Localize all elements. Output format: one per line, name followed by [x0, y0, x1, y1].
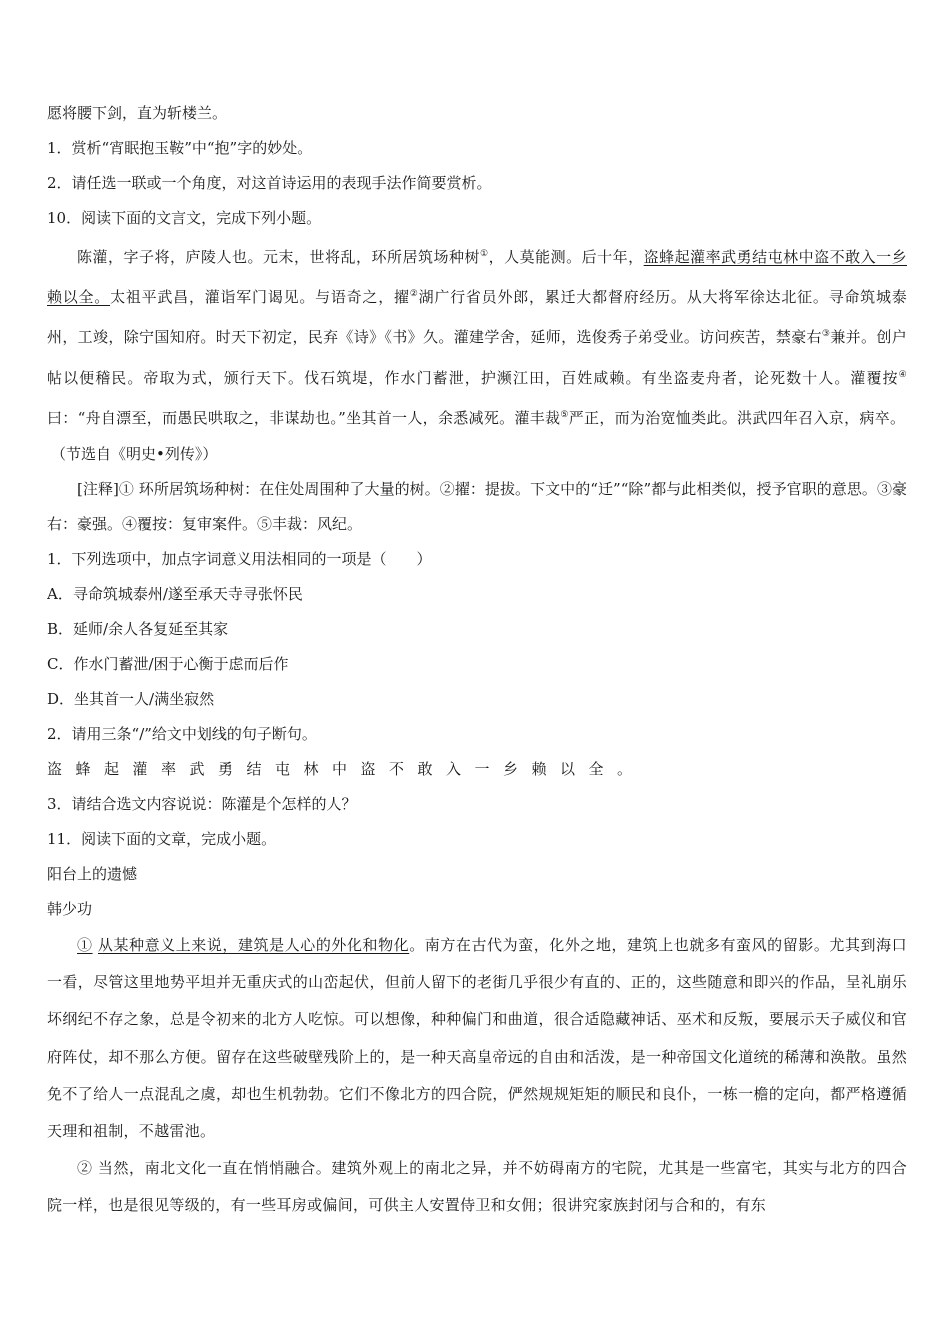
option-b: B．延师/余人各复延至其家 [47, 620, 229, 639]
annotation: [注释]① 环所居筑场种树：在住处周围种了大量的树。②擢：提拔。下文中的“迁”“除”都与此相类似，授予官职的意思。③豪右：豪强。④覆按：复审案件。⑤丰裁：风纪。 [47, 480, 907, 534]
classical-passage: 陈灌，字子将，庐陵人也。元末，世将乱，环所居筑场种树①，人莫能测。后十年，盗蜂起灌率武勇结屯林中盗不敢入一乡赖以全。太祖平武昌，灌诣军门谒见。与语奇之，擢②湖广行省员外郎，累迁大都督府经历。从大将军徐达北征。寻命筑城泰州，工竣，除宁国知府。时天下初定，民弃《诗》《书》久。灌建学舍，延师，选俊秀子弟受业。访问疾苦，禁豪右③兼并。创户帖以便稽民。帝取为式，颁行天下。伐石筑堤，作水门蓄泄，护濒江田，百姓咸赖。有坐盗麦舟者，论死数十人。灌覆按④曰：“舟自漂至，而愚民哄取之，非谋劫也。”坐其首一人，余悉减死。灌丰裁⑤严正，而为治宽恤类此。洪武四年召入京，病卒。 [47, 248, 908, 427]
poem-tail: 愿将腰下剑，直为斩楼兰。 [47, 104, 228, 122]
document-body [47, 96, 907, 1225]
article-title: 阳台上的遗憾 [47, 865, 138, 884]
article-paragraph-2: ② 当然，南北文化一直在悄悄融合。建筑外观上的南北之异，并不妨碍南方的宅院，尤其是一些富宅，其实与北方的四合院一样，也是很见等级的，有一些耳房或偏间，可供主人安置侍卫和女佣；很讲究家族封闭与合和的，有东 [47, 1159, 907, 1215]
underlined-sentence: 盗蜂起灌率武勇结屯林中盗不敢入一乡赖以全。 [47, 248, 907, 307]
q11-heading: 11．阅读下面的文章，完成小题。 [47, 830, 277, 849]
option-d: D．坐其首一人/满坐寂然 [47, 690, 215, 709]
note-marker-3: ③ [821, 329, 831, 340]
note-marker-5: ⑤ [560, 409, 569, 420]
q10-question-2: 2．请用三条“/”给文中划线的句子断句。 [47, 725, 317, 744]
option-c: C．作水门蓄泄/困于心衡于虑而后作 [47, 655, 289, 674]
paragraph-1-number: ① [77, 936, 93, 955]
poem-question-2: 2．请任选一联或一个角度，对这首诗运用的表现手法作简要赏析。 [47, 174, 492, 192]
q10-question-3: 3．请结合选文内容说说：陈灌是个怎样的人？ [47, 795, 357, 814]
note-marker-1: ① [480, 249, 489, 259]
passage-source: （节选自《明史•列传》） [51, 445, 218, 464]
note-marker-4: ④ [898, 369, 907, 380]
article-author: 韩少功 [47, 900, 93, 919]
note-marker-2: ② [409, 289, 419, 300]
article-paragraph-1: ① 从某种意义上来说，建筑是人心的外化和物化。南方在古代为蛮，化外之地，建筑上也就多有蛮风的留影。尤其到海口一看，尽管这里地势平坦并无重庆式的山峦起伏，但前人留下的老街几乎很少有直的、正的，这些随意和即兴的作品，呈礼崩乐坏纲纪不存之象，总是令初来的北方人吃惊。可以想像，种种偏门和曲道，很合适隐藏神话、巫术和反叛，要展示天子威仪和官府阵仗，却不那么方便。留存在这些破壁残阶上的，是一种天高皇帝远的自由和活泼，是一种帝国文化道统的稀薄和涣散。虽然免不了给人一点混乱之虞，却也生机勃勃。它们不像北方的四合院，俨然规规矩矩的顺民和良仆，一栋一檐的定向，都严格遵循天理和祖制，不越雷池。 [47, 936, 907, 1141]
option-a: A．寻命筑城泰州/遂至承天寺寻张怀民 [47, 585, 303, 604]
segmentation-sentence: 盗蜂起灌率武勇结屯林中盗不敢入一乡赖以全。 [47, 760, 646, 779]
poem-question-1: 1．赏析“宵眠抱玉鞍”中“抱”字的妙处。 [47, 139, 313, 157]
q10-heading: 10．阅读下面的文言文，完成下列小题。 [47, 209, 322, 227]
q10-question-1: 1．下列选项中，加点字词意义用法相同的一项是（ ） [47, 550, 432, 569]
underlined-thesis: 从某种意义上来说，建筑是人心的外化和物化 [97, 936, 410, 955]
